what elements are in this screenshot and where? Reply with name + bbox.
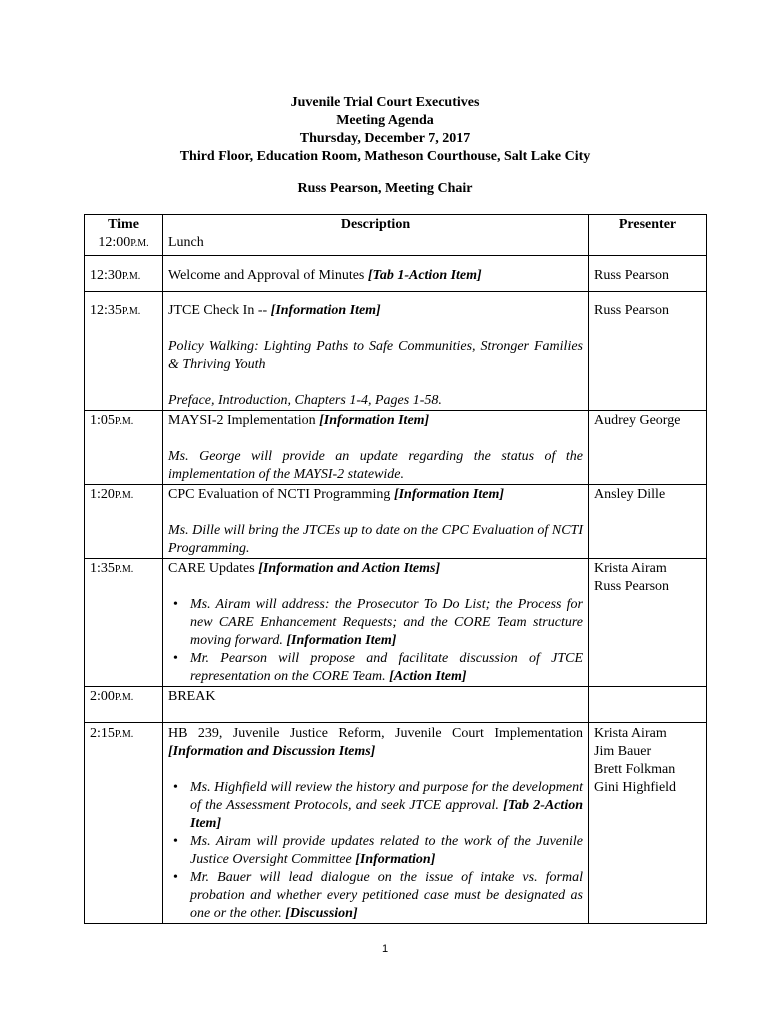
org-name: Juvenile Trial Court Executives: [290, 95, 480, 110]
document-type: Meeting Agenda: [336, 113, 434, 128]
description-cell: [163, 485, 589, 559]
time-column-header: Time 12:00P.M.: [85, 215, 163, 256]
meeting-chair: Russ Pearson, Meeting Chair: [297, 181, 473, 196]
description-cell: [163, 292, 589, 411]
agenda-row: [85, 256, 707, 292]
agenda-item-title: HB 239, Juvenile Justice Reform, Juvenile Court Implementation: [168, 726, 583, 741]
presenter-name: Jim Bauer: [594, 744, 652, 759]
table-header-row: [85, 215, 707, 256]
agenda-item-title: MAYSI-2 Implementation: [168, 413, 320, 428]
presenter-cell: [589, 723, 707, 924]
list-item: • Ms. Airam will provide updates related to the work of the Juvenile Justice Oversight Committee [Information]: [173, 834, 583, 867]
list-item: • Mr. Pearson will propose and facilitate discussion of JTCE representation on the CORE Team. [Action Item]: [173, 651, 583, 684]
item-note: Ms. Dille will bring the JTCEs up to date on the CPC Evaluation of NCTI Programming.: [168, 523, 583, 556]
presenter-cell: [589, 687, 707, 723]
item-tag: [Information Item]: [393, 487, 505, 502]
item-bullet-list: [168, 596, 583, 686]
agenda-header: [0, 94, 770, 166]
item-tag: [Information Item]: [319, 413, 430, 428]
item-note: Ms. George will provide an update regarding the status of the implementation of the MAYSI-2 statewide.: [168, 449, 583, 482]
time-cell: 1:05P.M.: [85, 411, 163, 485]
description-cell: [163, 256, 589, 292]
description-cell: [163, 687, 589, 723]
description-cell: [163, 723, 589, 924]
time-cell: 2:00P.M.: [85, 687, 163, 723]
page-number: 1: [381, 943, 389, 955]
list-item: • Mr. Bauer will lead dialogue on the issue of intake vs. formal probation and whether every petitioned case must be designated as one or the other. [Discussion]: [173, 870, 583, 921]
presenter-name: Krista Airam: [594, 561, 667, 576]
presenter-name: Brett Folkman: [594, 762, 676, 777]
agenda-row: [85, 559, 707, 687]
bullet-icon: •: [173, 834, 178, 849]
agenda-row: [85, 723, 707, 924]
bullet-icon: •: [173, 597, 178, 612]
time-cell: 12:30P.M.: [85, 256, 163, 292]
presenter-cell: Audrey George: [589, 411, 707, 485]
bullet-icon: •: [173, 651, 178, 666]
time-cell: 1:35P.M.: [85, 559, 163, 687]
agenda-row: [85, 292, 707, 411]
time-cell: 2:15P.M.: [85, 723, 163, 924]
bullet-icon: •: [173, 870, 178, 885]
list-item: • Ms. Highfield will review the history and purpose for the development of the Assessment Protocols, and seek JTCE approval. [Tab 2-Action Item]: [173, 780, 583, 831]
agenda-row: [85, 485, 707, 559]
presenter-cell: [589, 559, 707, 687]
meeting-date: Thursday, December 7, 2017: [299, 131, 471, 146]
item-bullet-list: [168, 779, 583, 923]
description-cell: [163, 411, 589, 485]
item-tag: [Information and Discussion Items]: [168, 744, 376, 759]
presenter-name: Russ Pearson: [594, 579, 670, 594]
agenda-item-title: Welcome and Approval of Minutes: [168, 268, 368, 283]
agenda-table: [84, 214, 707, 924]
description-column-header: Description Lunch: [163, 215, 589, 256]
item-tag: [Information Item]: [270, 303, 381, 318]
bullet-icon: •: [173, 780, 178, 795]
item-tag: [Tab 1-Action Item]: [367, 268, 482, 283]
agenda-item-title: Lunch: [168, 235, 204, 250]
agenda-row: [85, 687, 707, 723]
presenter-name: Krista Airam: [594, 726, 667, 741]
agenda-row: [85, 411, 707, 485]
list-item: • Ms. Airam will address: the Prosecutor To Do List; the Process for new CARE Enhancement Requests; and the CORE Team structure moving forward. [Information Item]: [173, 597, 583, 648]
agenda-item-title: JTCE Check In --: [168, 303, 271, 318]
agenda-item-title: BREAK: [168, 689, 216, 704]
item-note: Preface, Introduction, Chapters 1-4, Pages 1-58.: [168, 393, 442, 408]
time-cell: 1:20P.M.: [85, 485, 163, 559]
item-note: Policy Walking: Lighting Paths to Safe Communities, Stronger Families & Thriving Youth: [168, 339, 583, 372]
presenter-column-header: Presenter: [589, 215, 707, 256]
presenter-cell: Russ Pearson: [589, 292, 707, 411]
time-cell: 12:35P.M.: [85, 292, 163, 411]
presenter-cell: Russ Pearson: [589, 256, 707, 292]
agenda-item-title: CARE Updates: [168, 561, 259, 576]
time-value: 12:00P.M.: [98, 235, 149, 250]
item-tag: [Information and Action Items]: [258, 561, 441, 576]
agenda-item-title: CPC Evaluation of NCTI Programming: [168, 487, 394, 502]
description-cell: [163, 559, 589, 687]
meeting-location: Third Floor, Education Room, Matheson Courthouse, Salt Lake City: [179, 149, 591, 164]
presenter-name: Gini Highfield: [594, 780, 677, 795]
presenter-cell: Ansley Dille: [589, 485, 707, 559]
